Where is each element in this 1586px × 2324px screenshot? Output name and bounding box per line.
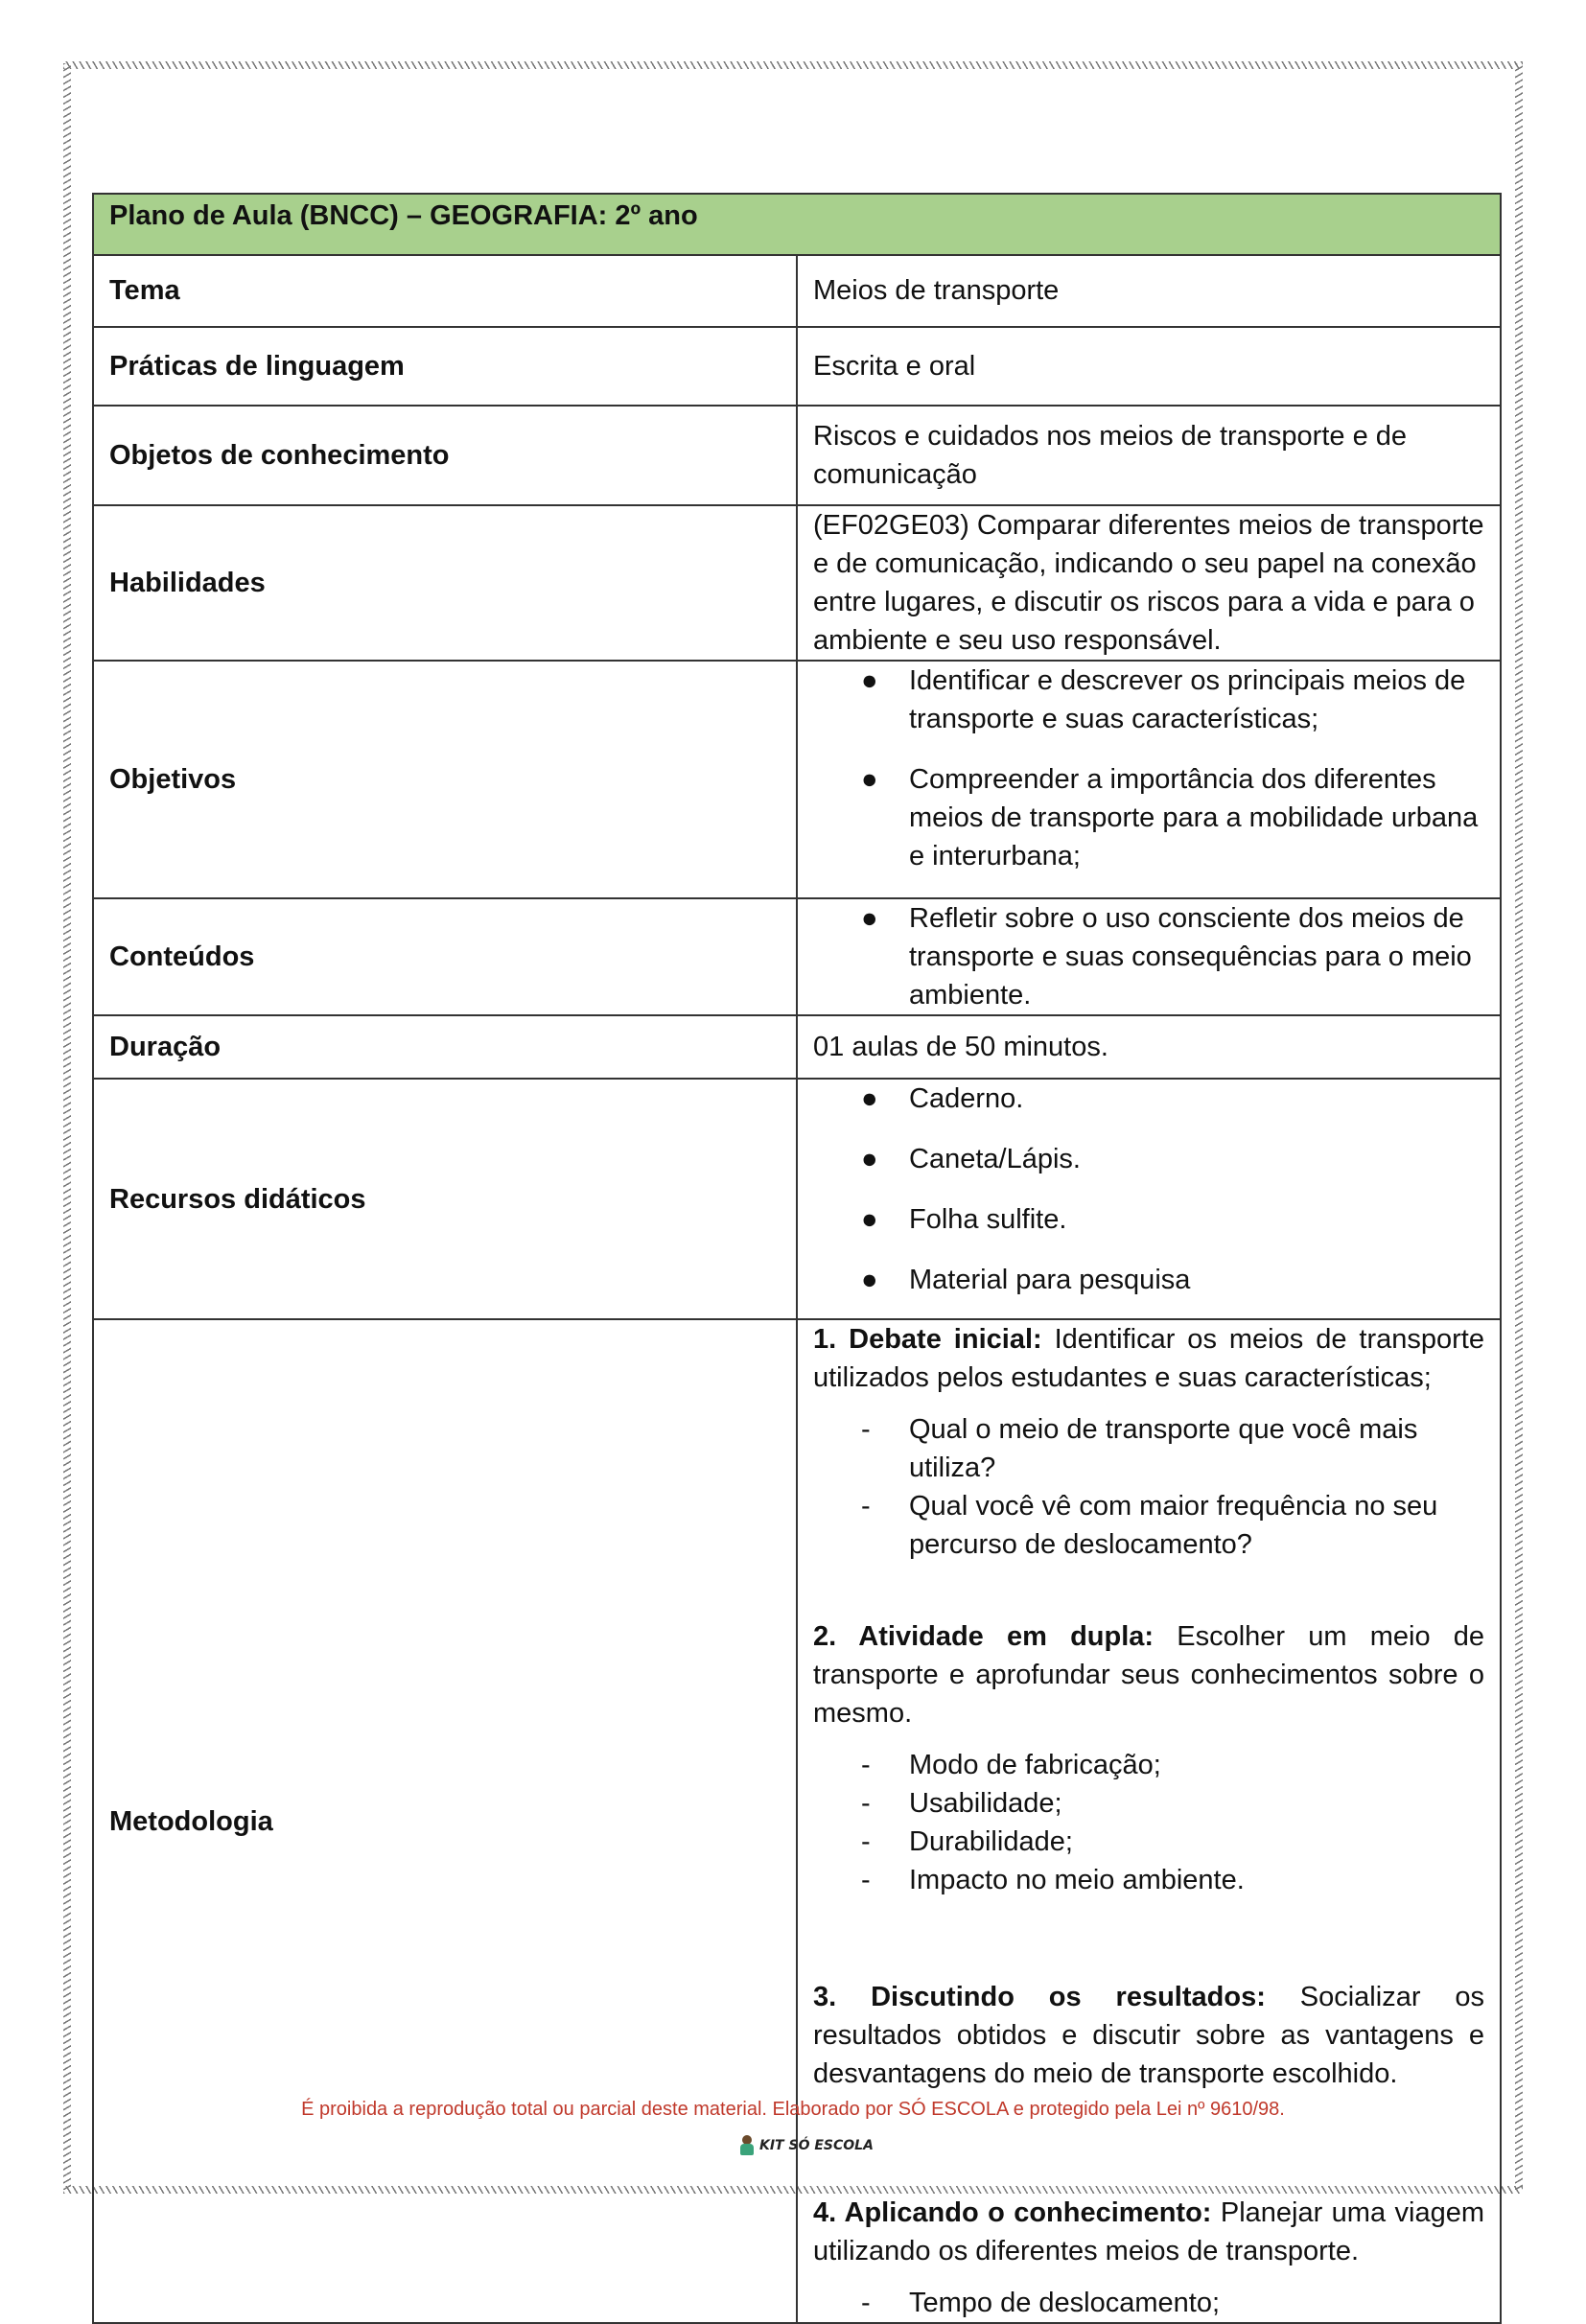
row-value [797,898,1501,1015]
row-value: (EF02GE03) Comparar diferentes meios de transporte e de comunicação, indicando o seu papel na conexão entre lugares, e discutir os riscos para a vida e para o ambiente e seu uso responsável. [797,505,1501,661]
step-title: 1. Debate inicial: [813,1324,1042,1356]
list-item: - Durabilidade; [813,1823,1484,1861]
dash-icon: - [861,1491,871,1522]
objetivos-list [813,662,1484,875]
bullet-icon: ● [861,903,878,935]
row-label: Metodologia [93,1319,797,2323]
table-row-conteudos [93,898,1501,1015]
list-item: ● Folha sulfite. [813,1200,1484,1239]
row-value: Meios de transporte [797,255,1501,327]
step-title: 3. Discutindo os resultados: [813,1982,1266,2013]
metodologia-step-2 [813,1617,1484,1899]
step-list [813,1410,1484,1564]
plan-title: Plano de Aula (BNCC) – GEOGRAFIA: 2º ano [93,194,1501,255]
row-value: Escrita e oral [797,327,1501,406]
row-label: Objetivos [93,661,797,898]
dash-icon: - [861,1750,871,1781]
bullet-icon: ● [861,1204,878,1236]
row-label: Recursos didáticos [93,1079,797,1319]
row-label: Habilidades [93,505,797,661]
dash-icon: - [861,1826,871,1858]
row-value [797,1319,1501,2323]
step-text: Identificar os meios de transporte utilizados pelos estudantes e suas características; [813,1324,1484,1394]
lesson-plan-table [92,193,1502,2324]
conteudos-list [813,899,1484,1014]
list-item: - Qual o meio de transporte que você mais utiliza? [813,1410,1484,1487]
table-row-objetos [93,406,1501,505]
bullet-icon: ● [861,665,878,697]
metodologia-step-3 [813,1978,1484,2093]
kid-mascot-icon [738,2135,756,2156]
logo-text: KIT SÓ ESCOLA [759,2138,874,2153]
dash-icon: - [861,1788,871,1820]
table-row-recursos [93,1079,1501,1319]
step-title: 2. Atividade em dupla: [813,1621,1155,1653]
row-label: Tema [93,255,797,327]
list-item: ● Identificar e descrever os principais meios de transporte e suas características; [813,662,1484,738]
table-row-tema [93,255,1501,327]
brand-logo [738,2135,874,2156]
row-value: Riscos e cuidados nos meios de transporte e de comunicação [797,406,1501,505]
bullet-icon: ● [861,1265,878,1296]
row-label: Objetos de conhecimento [93,406,797,505]
page-border-left [63,63,71,2190]
list-item: ● Caneta/Lápis. [813,1140,1484,1178]
copyright-note: É proibida a reprodução total ou parcial deste material. Elaborado por SÓ ESCOLA e protegido pela Lei nº 9610/98. [301,2099,1285,2120]
step-list [813,1746,1484,1899]
metodologia-step-4 [813,2194,1484,2322]
table-row-praticas [93,327,1501,406]
list-item: - Impacto no meio ambiente. [813,1861,1484,1899]
dash-icon: - [861,1865,871,1896]
row-label: Duração [93,1015,797,1079]
list-item: - Tempo de deslocamento; [813,2284,1484,2322]
row-value: 01 aulas de 50 minutos. [797,1015,1501,1079]
table-row-metodologia [93,1319,1501,2323]
list-item: - Modo de fabricação; [813,1746,1484,1784]
row-label: Práticas de linguagem [93,327,797,406]
page-border-top [63,61,1523,69]
bullet-icon: ● [861,1144,878,1175]
list-item: ● Material para pesquisa [813,1261,1484,1299]
list-item: ● Caderno. [813,1080,1484,1118]
list-item: ● Refletir sobre o uso consciente dos meios de transporte e suas consequências para o meio ambiente. [813,899,1484,1014]
list-item: ● Compreender a importância dos diferentes meios de transporte para a mobilidade urbana e interurbana; [813,760,1484,875]
step-text: Escolher um meio de transporte e aprofundar seus conhecimentos sobre o mesmo. [813,1621,1484,1730]
row-label: Conteúdos [93,898,797,1015]
dash-icon: - [861,2288,871,2319]
page-border-right [1515,63,1523,2190]
list-item: - Qual você vê com maior frequência no seu percurso de deslocamento? [813,1487,1484,1564]
step-text: Socializar os resultados obtidos e discutir sobre as vantagens e desvantagens do meio de transporte escolhido. [813,1982,1485,2090]
bullet-icon: ● [861,764,878,796]
recursos-list [813,1080,1484,1299]
table-row-habilidades [93,505,1501,661]
table-row-duracao [93,1015,1501,1079]
row-value [797,661,1501,898]
step-title: 4. Aplicando o conhecimento: [813,2197,1212,2229]
step-list [813,2284,1484,2322]
dash-icon: - [861,1414,871,1446]
list-item: - Usabilidade; [813,1784,1484,1823]
table-header-row [93,194,1501,255]
table-row-objetivos [93,661,1501,898]
bullet-icon: ● [861,1083,878,1115]
metodologia-step-1 [813,1320,1484,1564]
row-value [797,1079,1501,1319]
step-text: Planejar uma viagem utilizando os diferentes meios de transporte. [813,2197,1484,2267]
